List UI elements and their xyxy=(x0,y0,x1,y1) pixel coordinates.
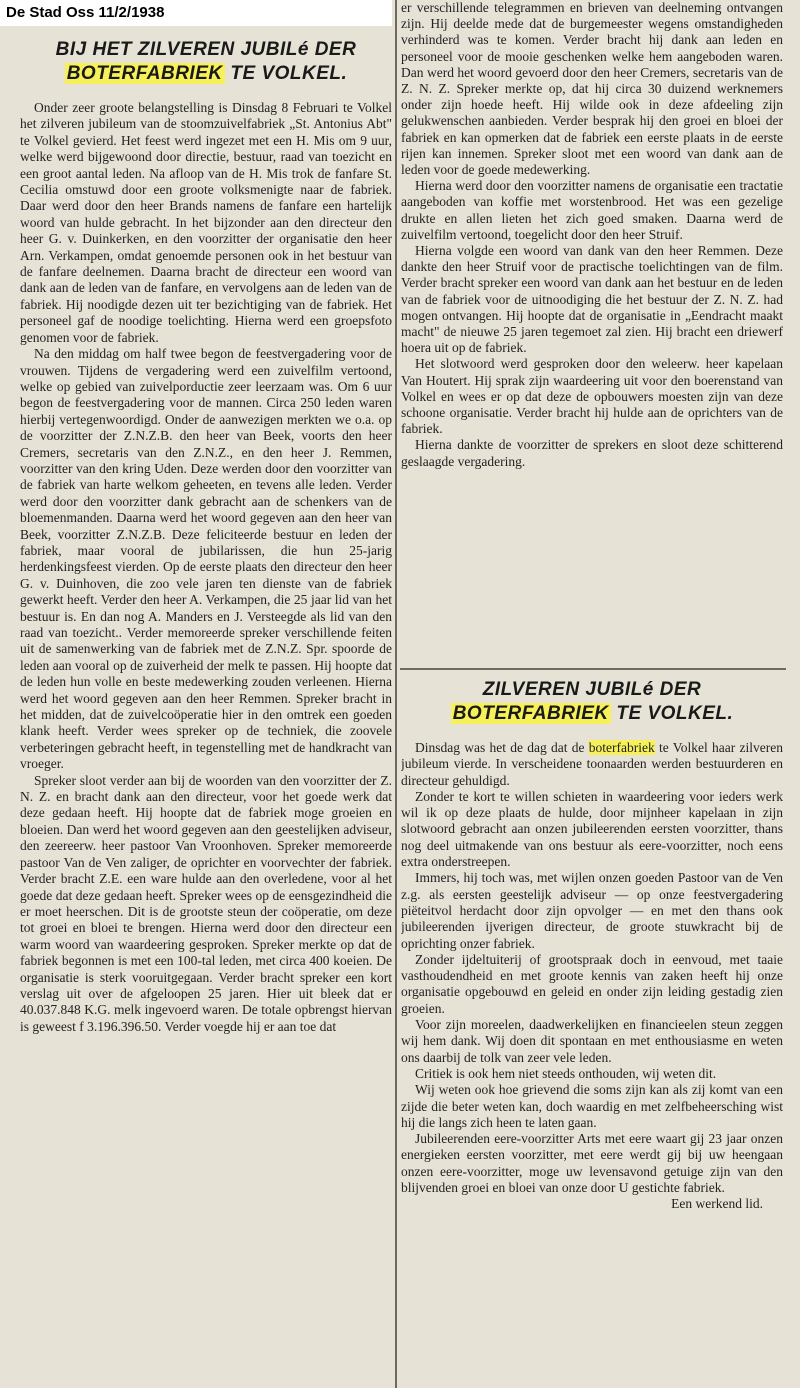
article-2-headline xyxy=(401,676,783,740)
article-2-intro xyxy=(401,740,783,789)
article-1-paragraph: Spreker sloot verder aan bij de woorden van den voorzitter der Z. N. Z. en bracht dank aan den directeur, voor het goede werk dat deze gedaan heeft. Hij hoopte dat de fabriek moge groeien en bloeien. Dan werd het woord gegeven aan den geestelijken adviseur, den zeereerw. heer pastoor Van Vroonhoven. Spreker memoreerde pastoor Van de Ven zaliger, de oprichter en voorvechter der fabriek. Verder bracht Z.E. een ware hulde aan den overledene, voor al het goede dat deze gedaan heeft. Spreker wees op de eensgezindheid die er moet heerschen. Dit is de grootste steun der coöperatie, om deze tot groei en bloei te brengen. Hierna werd door den directeur een warm woord van waardeering gesproken. Spreker merkte op dat de fabriek begonnen is met een 100-tal leden, met circa 400 koeien. De organisatie is sterk vooruitgegaan. Verder bracht spreker een kort verslag uit over de afgeloopen 25 jaren. Hier uit bleek dat er 40.037.848 K.G. melk ingevoerd waren. De totale opbrengst hiervan is geweest f 3.196.396.50. Verder voegde hij er aan toe dat xyxy=(20,772,392,1034)
article-1-continued xyxy=(401,0,783,668)
article-2-paragraph: Immers, hij toch was, met wijlen onzen goeden Pastoor van de Ven z.g. als eersten geestelijk adviseur — op onze feestvergadering piëteitvol herdacht door zijn opvolger — en met den thans ook jubileerenden ijverigen directeur, de groote stuwkracht bij de oprichting onzer fabriek. xyxy=(401,870,783,951)
article-2-paragraph: Jubileerenden eere-voorzitter Arts met eere waart gij 23 jaar onzen energieken eersten voorzitter, met eere werdt gij bij uw heengaan onzen eere-voorzitter, moge uw levensavond getuige zijn van den blijvenden groei en bloei van onze door U gestichte fabriek. xyxy=(401,1131,783,1196)
article-2-paragraph: Zonder te kort te willen schieten in waardeering voor ieders werk wil ik op deze plaats de hulde, door mijnheer kapelaan in zijn slotwoord gebracht aan onzen jubileerenden eersten voorzitter, thans nog deel uitmakende van ons bestuur als eere-voorzitter, noch eens extra onderstreepen. xyxy=(401,788,783,870)
article-1-headline-highlight: BOTERFABRIEK xyxy=(66,63,223,84)
article-2-intro-after: te Volkel haar zilveren jubileum vierde. In verscheidene toonaarden werden bestuurderen en directeur gehuldigd. xyxy=(401,740,783,788)
article-2-paragraph: Voor zijn moreelen, daadwerkelijken en financieelen steun zeggen wij hem dank. Wij doen dit spontaan en met enthousiasme en weten ons daarbij de tolk van zeer vele leden. xyxy=(401,1017,783,1065)
article-1-paragraph: Onder zeer groote belangstelling is Dinsdag 8 Februari te Volkel het zilveren jubileum van de stoomzuivelfabriek „St. Antonius Abt" te Volkel gevierd. Het feest werd ingezet met een H. Mis om 9 uur, welke werd bijgewoond door directie, bestuur, raad van toezicht en een groot aantal leden. Na afloop van de H. Mis trok de fanfare St. Cecilia omstuwd door een groote volksmenigte naar de fabriek. Daar werd door den heer Brands namens de fanfare een hartelijk woord van hulde gebracht. In het bijzonder aan den directeur den heer G. v. Duinkerken, en den voorzitter der organisatie den heer Arn. Verkampen, omdat genoemde personen ook in het bestuur van de fanfare deelnemen. Daarna bracht de directeur een woord van dank aan de leden van de fanfare, en vervolgens aan de leden van de fabriek. Hij noodigde dezen uit ter bezichtiging van de fabriek. Het personeel gaf de noodige toelichting. Hierna werd een groepsfoto genomen voor de fabriek. xyxy=(20,100,392,345)
article-2-headline-highlight: BOTERFABRIEK xyxy=(452,703,609,724)
article-1 xyxy=(20,28,392,1383)
article-2-signature: Een werkend lid. xyxy=(671,1196,763,1212)
article-2-headline-line2 xyxy=(401,702,783,726)
article-1-continued-paragraph: Hierna werd door den voorzitter namens de organisatie een tractatie aangeboden van koffie met worstenbrood. Het was een gezelige drukte en allen lieten het zich goed smaken. Daarna werd de zuivelfilm vertoond, toegelicht door den heer Struif. xyxy=(401,178,783,242)
article-2-intro-highlight: boterfabriek xyxy=(588,740,655,755)
source-label: De Stad Oss 11/2/1938 xyxy=(0,0,392,26)
article-2-intro-before: Dinsdag was het de dag dat de xyxy=(415,740,589,755)
article-2-paragraph: Critiek is ook hem niet steeds onthouden, wij weten dit. xyxy=(415,1065,717,1081)
article-2-headline-line1: ZILVEREN JUBILé DER xyxy=(482,679,702,700)
article-2 xyxy=(401,676,783,1388)
article-1-continued-paragraph: er verschillende telegrammen en brieven van deelneming ontvangen zijn. Hij deelde mede dat de burgemeester wegens omstandigheden verhinderd was te komen. Verder bracht hij dank aan leden en personeel voor de mooie geschenken welke hem aangeboden waren. Dan werd het woord gevoerd door den heer Cremers, secretaris van de Z. N. Z. Spreker merkte op, dat hij circa 30 duizend werknemers onder zijn hoede heeft. Hij wilde ook in deze afdeeling zijn gelukwenschen aanbieden. Verder besprak hij den groei en bloei der fabriek en kan opmerken dat de fabriek een eerste plaats in de eerste rijen kan innemen. Spreker sloot met een woord van dank aan de leden voor de goede medewerking. xyxy=(401,0,783,178)
column-divider xyxy=(395,0,397,1388)
article-1-continued-paragraph: Hierna volgde een woord van dank van den heer Remmen. Deze dankte den heer Struif voor de practische toelichtingen van de film. Verder bracht spreker een woord van dank aan het bestuur en de leden van de fabriek voor de uitnoodiging die het bestuur der Z. N. Z. had mogen ontvangen. Hij hoopte dat de organisatie in „Eendracht maakt macht" de nieuwe 25 jaren tegemoet zal zien. Hij bracht een driewerf hoera uit op de fabriek. xyxy=(401,243,783,356)
article-1-continued-paragraph: Hierna dankte de voorzitter de sprekers en sloot deze schitterend geslaagde vergadering. xyxy=(401,437,783,469)
article-2-paragraph: Zonder ijdeltuiterij of grootspraak doch in eenvoud, met taaie vasthoudendheid en met groote kennis van zaken heeft hij onze organisatie opgebouwd en geleid en onder zijn leiding gestadig zien groeien. xyxy=(401,951,783,1016)
article-separator xyxy=(400,668,786,670)
article-2-headline-rest: TE VOLKEL. xyxy=(610,703,734,724)
article-1-headline-line1: BIJ HET ZILVEREN JUBILé DER xyxy=(55,39,357,60)
article-2-paragraph: Wij weten ook hoe grievend die soms zijn kan als zij komt van een zijde die beter weten kan, doch waardig en met zelfbeheersching wist hij die langs zich heen te laten gaan. xyxy=(401,1082,783,1130)
article-1-continued-paragraph: Het slotwoord werd gesproken door den weleerw. heer kapelaan Van Houtert. Hij sprak zijn waardeering uit voor den boerenstand van Volkel en wees er op dat deze de opbouwers moesten zijn van deze schoone organisatie. Verder bracht hij hulde aan de oprichters van de fabriek. xyxy=(401,356,783,437)
article-1-headline-rest: TE VOLKEL. xyxy=(224,63,348,84)
article-1-headline xyxy=(20,28,392,100)
article-1-headline-line2 xyxy=(20,62,392,86)
article-1-paragraph: Na den middag om half twee begon de feestvergadering voor de vrouwen. Tijdens de vergadering werd een zuivelfilm vertoond, welke op gebied van zuivelporductie zeer leerzaam was. Om 6 uur begon de feestvergadering voor de mannen. Circa 250 leden waren hierbij vertegenwoordigd. Onder de aanwezigen merkten we o.a. op de voorzitter der Z.N.Z.B. den heer van Beek, voorts den heer Cremers, secretaris van den Z.N.Z., en den heer J. Remmen, voorzitter van den kring Uden. Deze werden door den voorzitter van de fabriek van harte welkom geheeten, en tevens alle leden. Verder werd door den voorzitter dank gebracht aan de schenkers van de bloemenmanden. Daarna werd het woord gegeven aan den heer van Beek, voorzitter Z.N.Z.B. Deze feliciteerde bestuur en leden der fabriek, maar vooral de jubilarissen, die hun 25-jarig herdenkingsfeest vierden. Op de eerste plaats den directeur den heer G. v. Duinhoven, die zoo vele jaren ten dienste van de fabriek gewerkt heeft. Verder den heer A. Verkampen, die 25 jaar lid van het bestuur is. En dan nog A. Manders en J. Versteegde als lid van den raad van toezicht.. Verder memoreerde spreker verschillende feiten uit de samenwerking van de fabriek met de Z.N.Z. Spr. spoorde de leden aan vooral op de zuiverheid der melk te passen. Hij hoopte dat de leden hun volle en beste medewerking zouden verleenen. Hierna werd het woord gegeven aan den heer Remmen. Spreker bracht in het midden, dat de zuivelcoöperatie hier in den omtrek een goeden klank heeft. Verder wees spreker op de techniek, die zoovele verbeteringen gebracht heeft, in tegenstelling met de handkracht van vroeger. xyxy=(20,346,392,772)
